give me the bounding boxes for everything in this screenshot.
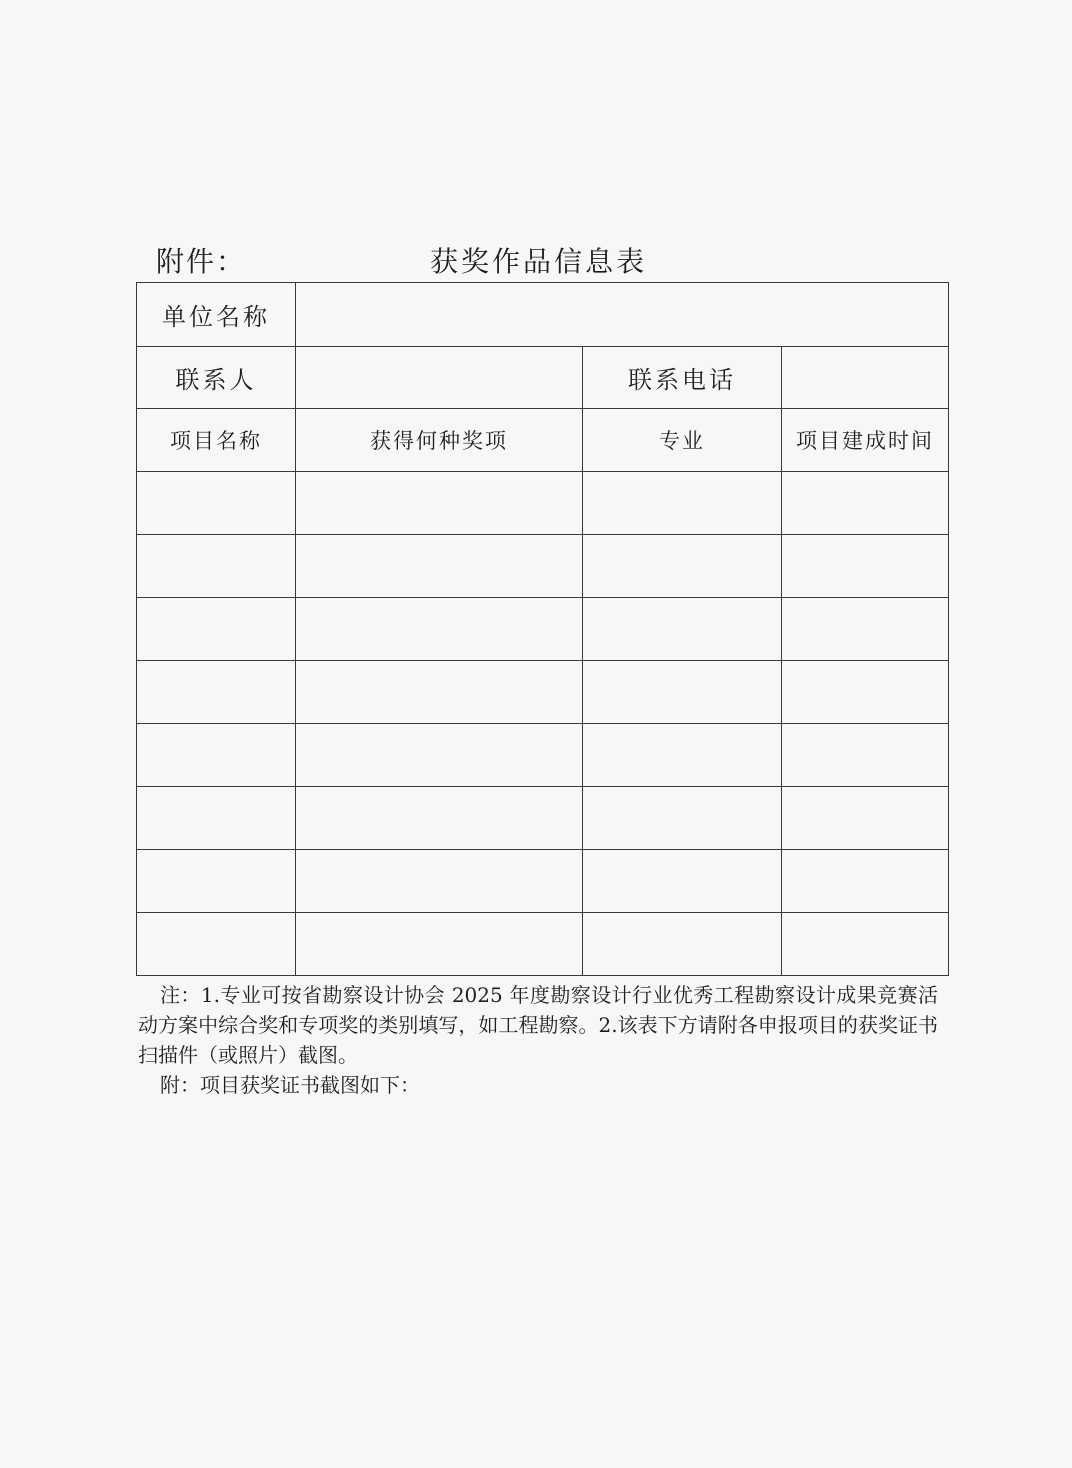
specialty-cell[interactable] <box>583 913 782 976</box>
unit-name-label: 单位名称 <box>137 283 296 347</box>
table-row <box>137 724 949 787</box>
award-type-cell[interactable] <box>296 598 583 661</box>
award-type-cell[interactable] <box>296 850 583 913</box>
project-name-cell[interactable] <box>137 787 296 850</box>
specialty-cell[interactable] <box>583 472 782 535</box>
award-type-cell[interactable] <box>296 724 583 787</box>
project-name-cell[interactable] <box>137 913 296 976</box>
table-row <box>137 913 949 976</box>
contact-row <box>137 347 949 409</box>
table-header-row <box>137 409 949 472</box>
certificate-attachment-note: 附：项目获奖证书截图如下： <box>160 1073 420 1097</box>
project-name-cell[interactable] <box>137 661 296 724</box>
table-row <box>137 850 949 913</box>
completion-time-cell[interactable] <box>782 535 949 598</box>
award-type-cell[interactable] <box>296 913 583 976</box>
specialty-cell[interactable] <box>583 724 782 787</box>
table-row <box>137 661 949 724</box>
award-type-cell[interactable] <box>296 787 583 850</box>
table-row <box>137 535 949 598</box>
contact-person-label: 联系人 <box>137 347 296 409</box>
award-type-cell[interactable] <box>296 472 583 535</box>
project-name-cell[interactable] <box>137 598 296 661</box>
award-info-table <box>136 282 949 976</box>
completion-time-cell[interactable] <box>782 472 949 535</box>
unit-name-row <box>137 283 949 347</box>
form-title: 获奖作品信息表 <box>430 245 648 278</box>
award-type-cell[interactable] <box>296 661 583 724</box>
award-type-cell[interactable] <box>296 535 583 598</box>
project-name-cell[interactable] <box>137 850 296 913</box>
column-header-specialty: 专业 <box>583 409 782 472</box>
form-note: 注：1.专业可按省勘察设计协会 2025 年度勘察设计行业优秀工程勘察设计成果竞赛活动方案中综合奖和专项奖的类别填写，如工程勘察。2.该表下方请附各申报项目的获奖证书扫描件（或照片）截图。 <box>138 983 938 1067</box>
completion-time-cell[interactable] <box>782 598 949 661</box>
column-header-project-name: 项目名称 <box>137 409 296 472</box>
contact-phone-label: 联系电话 <box>583 347 782 409</box>
contact-phone-field[interactable] <box>782 347 949 409</box>
specialty-cell[interactable] <box>583 661 782 724</box>
table-row <box>137 472 949 535</box>
specialty-cell[interactable] <box>583 850 782 913</box>
table-row <box>137 598 949 661</box>
project-name-cell[interactable] <box>137 472 296 535</box>
contact-person-field[interactable] <box>296 347 583 409</box>
completion-time-cell[interactable] <box>782 913 949 976</box>
column-header-award-type: 获得何种奖项 <box>296 409 583 472</box>
attachment-label: 附件： <box>156 245 247 278</box>
unit-name-field[interactable] <box>296 283 949 347</box>
project-name-cell[interactable] <box>137 535 296 598</box>
completion-time-cell[interactable] <box>782 724 949 787</box>
completion-time-cell[interactable] <box>782 661 949 724</box>
specialty-cell[interactable] <box>583 535 782 598</box>
specialty-cell[interactable] <box>583 598 782 661</box>
completion-time-cell[interactable] <box>782 787 949 850</box>
specialty-cell[interactable] <box>583 787 782 850</box>
column-header-completion-time: 项目建成时间 <box>782 409 949 472</box>
project-name-cell[interactable] <box>137 724 296 787</box>
table-row <box>137 787 949 850</box>
completion-time-cell[interactable] <box>782 850 949 913</box>
